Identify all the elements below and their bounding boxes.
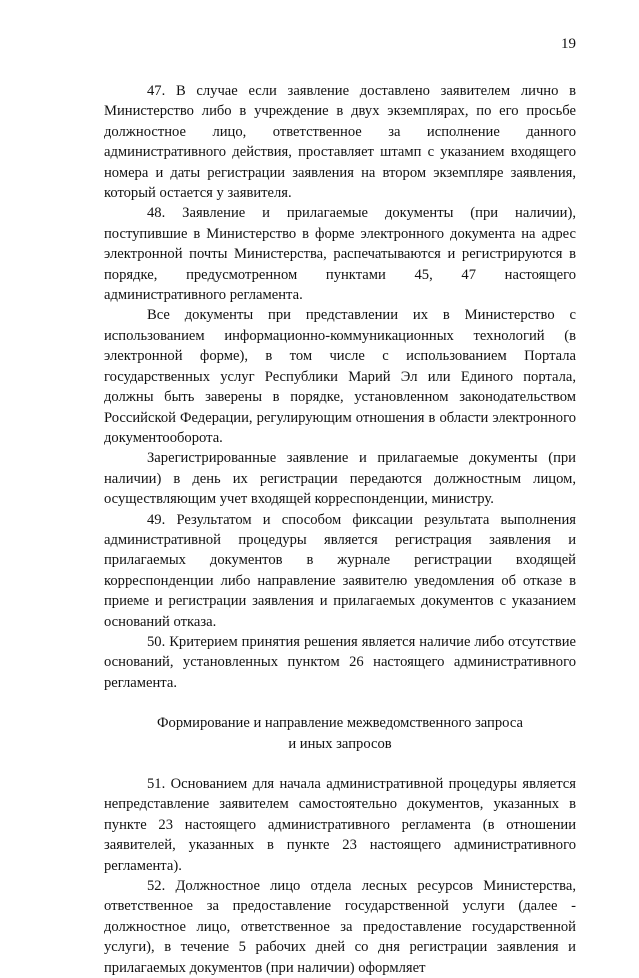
spacer bbox=[104, 754, 576, 774]
paragraph-48-registered: Зарегистрированные заявление и прилагаемые документы (при наличии) в день их регистрации передаются должностным лицом, осуществляющим учет входящей корреспонденции, министру. bbox=[104, 450, 576, 508]
page-number: 19 bbox=[561, 36, 576, 52]
paragraph-50: 50. Критерием принятия решения является наличие либо отсутствие оснований, установленных пунктом 26 настоящего административного регламента. bbox=[104, 633, 576, 691]
section-heading bbox=[104, 713, 576, 754]
paragraph-51: 51. Основанием для начала административной процедуры является непредставление заявителем самостоятельно документов, указанных в пункте 23 настоящего административного регламента (в отношении заявителей, указанных в пункте 23 настоящего административного регламента). bbox=[104, 776, 576, 874]
paragraph-49: 49. Результатом и способом фиксации результата выполнения административной процедуры является регистрация заявления и прилагаемых документов в журнале регистрации входящей корреспонденции либо направление заявителю уведомления об отказе в приеме и регистрации заявления и прилагаемых документов с указанием оснований отказа. bbox=[104, 511, 576, 630]
spacer bbox=[104, 693, 576, 713]
document-body bbox=[104, 81, 576, 978]
paragraph-47: 47. В случае если заявление доставлено заявителем лично в Министерство либо в учреждение в двух экземплярах, по его просьбе должностное лицо, ответственное за исполнение данного административного действия, проставляет штамп с указанием входящего номера и даты регистрации заявления на втором экземпляре заявления, который остается у заявителя. bbox=[104, 83, 576, 202]
paragraph-52: 52. Должностное лицо отдела лесных ресурсов Министерства, ответственное за предоставление государственной услуги (далее - должностное лицо, ответственное за предоставление государственной услуги), в течение 5 рабочих дней со дня регистрации заявления и прилагаемых документов (при наличии) оформляет bbox=[104, 878, 576, 976]
paragraph-48: 48. Заявление и прилагаемые документы (при наличии), поступившие в Министерство в форме электронного документа на адрес электронной почты Министерства, распечатываются и регистрируются в порядке, предусмотренном пунктами 45, 47 настоящего административного регламента. bbox=[104, 205, 576, 304]
paragraph-48-documents: Все документы при представлении их в Министерство с использованием информационно-коммуникационных технологий (в электронной форме), в том числе с использованием Портала государственных услуг Республики Марий Эл или Единого портала, должны быть заверены в порядке, установленном законодательством Российской Федерации, регулирующим отношения в области электронного документооборота. bbox=[104, 307, 576, 446]
section-heading-line-1: Формирование и направление межведомственного запроса bbox=[157, 715, 523, 732]
section-heading-line-2: и иных запросов bbox=[288, 735, 392, 752]
